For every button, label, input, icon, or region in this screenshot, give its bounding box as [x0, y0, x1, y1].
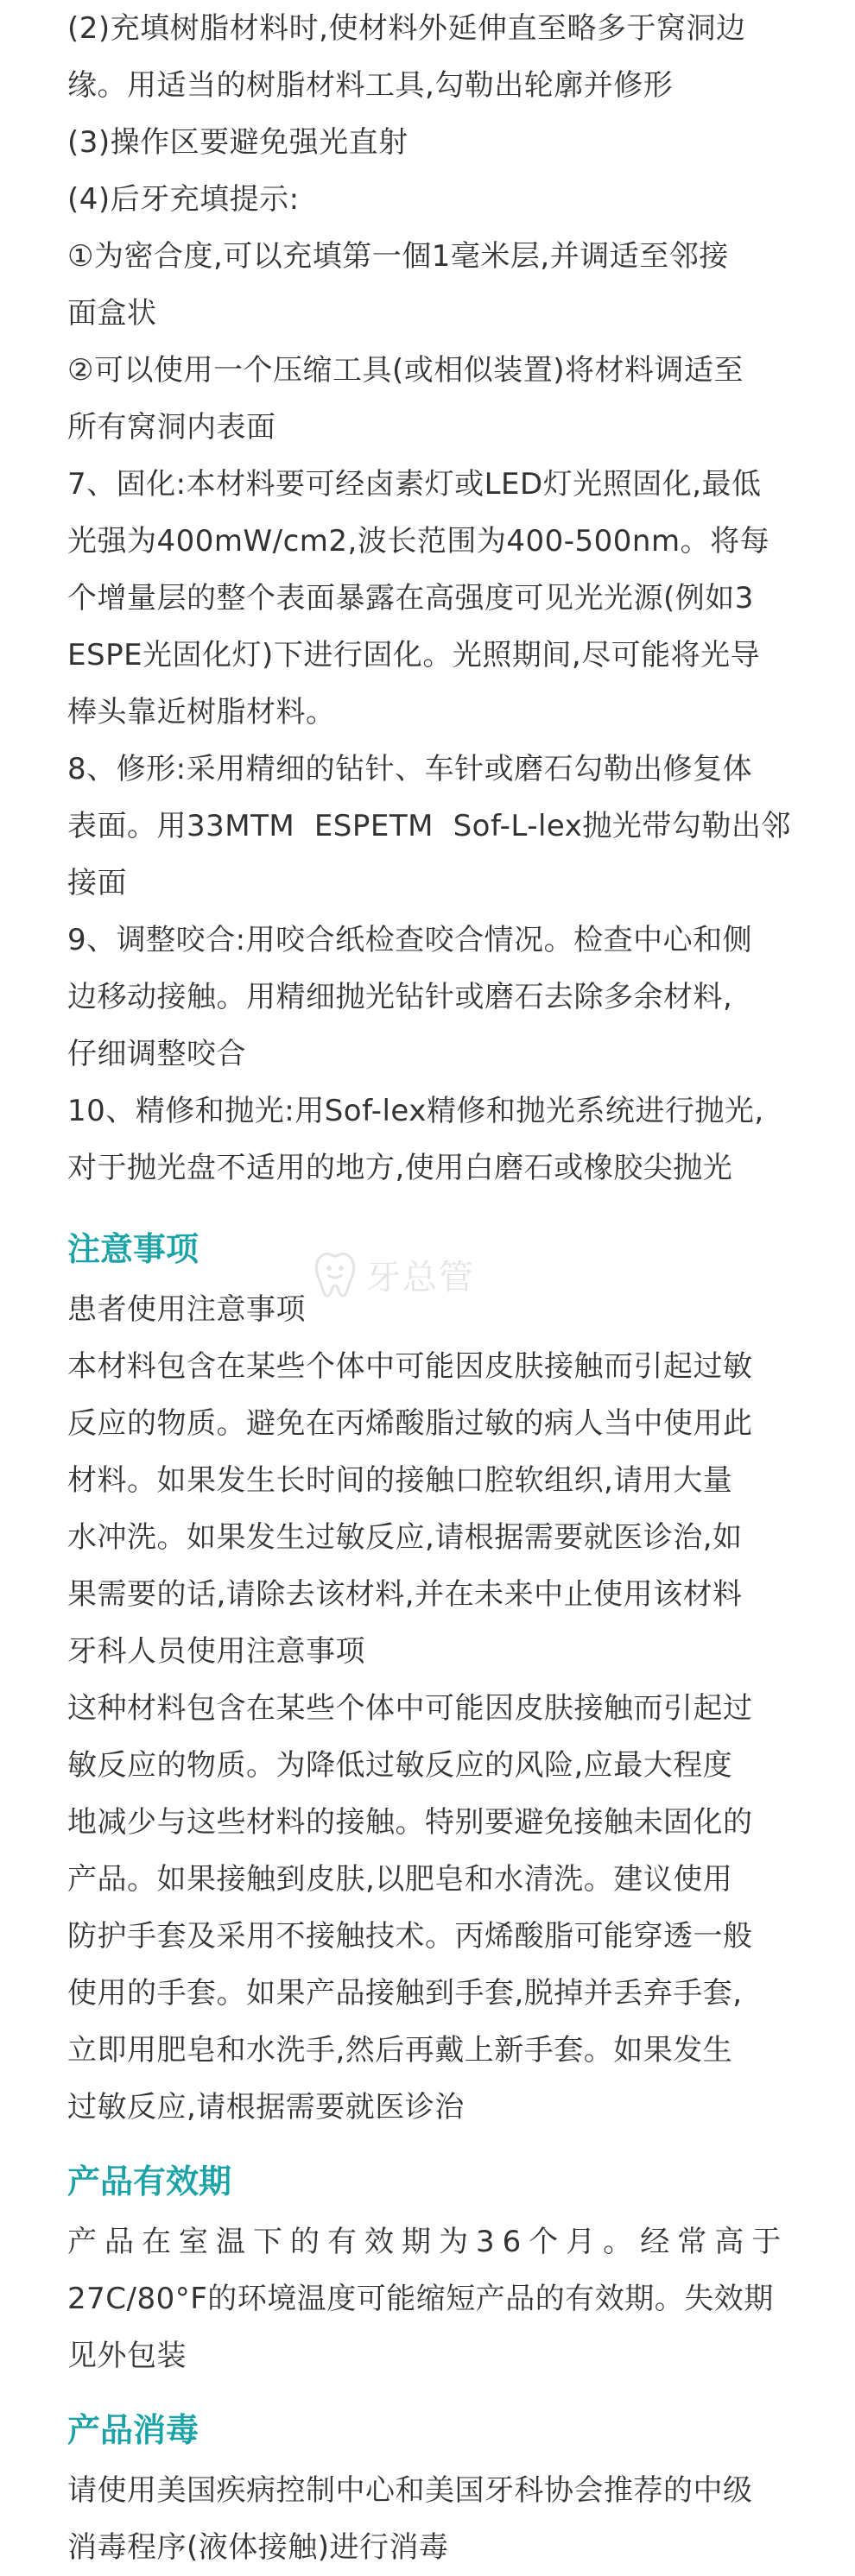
body-line: 27C/80°F的环境温度可能缩短产品的有效期。失效期 [67, 2282, 774, 2316]
body-line: 果需要的话,请除去该材料,并在未来中止使用该材料 [67, 1577, 743, 1612]
body-line: 见外包装 [67, 2339, 187, 2373]
body-line: ESPE光固化灯)下进行固化。光照期间,尽可能将光导 [67, 638, 761, 672]
sub-heading-staff: 牙科人员使用注意事项 [67, 1634, 365, 1669]
body-line: 材料。如果发生长时间的接触口腔软组织,请用大量 [67, 1463, 733, 1498]
body-line: 反应的物质。避免在丙烯酸脂过敏的病人当中使用此 [67, 1406, 753, 1441]
section-heading-disinfection: 产品消毒 [67, 2411, 200, 2449]
body-line: 仔细调整咬合 [67, 1037, 246, 1071]
body-line: (4)后牙充填提示: [67, 182, 300, 217]
precautions-section [67, 1281, 796, 2136]
body-line: 对于抛光盘不适用的地方,使用白磨石或橡胶尖抛光 [67, 1151, 733, 1185]
body-line: 个增量层的整个表面暴露在高强度可见光光源(例如3 [67, 581, 754, 616]
body-line: 9、调整咬合:用咬合纸检查咬合情况。检查中心和侧 [67, 923, 753, 957]
body-line: 棒头靠近树脂材料。 [67, 695, 336, 729]
body-line: 10、精修和抛光:用Sof-lex精修和抛光系统进行抛光, [67, 1094, 764, 1128]
body-line: 边移动接触。用精细抛光钻针或磨石去除多余材料, [67, 980, 733, 1014]
body-line: 地减少与这些材料的接触。特别要避免接触未固化的 [67, 1805, 753, 1840]
body-line: 防护手套及采用不接触技术。丙烯酸脂可能穿透一般 [67, 1919, 753, 1954]
body-line: 表面。用33MTM ESPETM Sof-L-lex抛光带勾勒出邻 [67, 809, 791, 843]
watermark [313, 1250, 475, 1299]
body-line: 本材料包含在某些个体中可能因皮肤接触而引起过敏 [67, 1349, 753, 1384]
section-heading-precautions: 注意事项 [67, 1230, 200, 1268]
tooth-logo-icon [313, 1251, 358, 1299]
body-line: 面盒状 [67, 296, 157, 331]
body-line: 请使用美国疾病控制中心和美国牙科协会推荐的中级 [67, 2473, 753, 2508]
body-line: 产品。如果接触到皮肤,以肥皂和水清洗。建议使用 [67, 1862, 733, 1897]
sub-heading-patient: 患者使用注意事项 [67, 1292, 306, 1327]
body-line: 7、固化:本材料要可经卤素灯或LED灯光照固化,最低 [67, 467, 762, 502]
shelf-life-section [67, 2213, 796, 2384]
body-line: 8、修形:采用精细的钻针、车针或磨石勾勒出修复体 [67, 752, 753, 786]
body-line: (3)操作区要避免强光直射 [67, 125, 408, 160]
body-line: 水冲洗。如果发生过敏反应,请根据需要就医诊治,如 [67, 1520, 743, 1555]
section-heading-shelf-life: 产品有效期 [67, 2162, 232, 2200]
body-line: 敏反应的物质。为降低过敏反应的风险,应最大程度 [67, 1748, 733, 1783]
steps-section [67, 0, 796, 1196]
body-line: 缘。用适当的树脂材料工具,勾勒出轮廓并修形 [67, 68, 674, 103]
body-line: 消毒程序(液体接触)进行消毒 [67, 2530, 449, 2565]
body-line: 产品在室温下的有效期为36个月。经常高于 [67, 2225, 789, 2259]
disinfection-section [67, 2462, 796, 2576]
body-line: 光强为400mW/cm2,波长范围为400-500nm。将每 [67, 524, 770, 559]
body-line: ②可以使用一个压缩工具(或相似装置)将材料调适至 [67, 353, 744, 388]
body-line: 这种材料包含在某些个体中可能因皮肤接触而引起过 [67, 1691, 753, 1726]
body-line: 过敏反应,请根据需要就医诊治 [67, 2090, 465, 2125]
body-line: 使用的手套。如果产品接触到手套,脱掉并丢弃手套, [67, 1976, 743, 2011]
body-line: 接面 [67, 866, 127, 900]
watermark-text: 牙总管 [366, 1258, 475, 1297]
body-line: ①为密合度,可以充填第一個1毫米层,并调适至邻接 [67, 239, 729, 274]
body-line: (2)充填树脂材料时,使材料外延伸直至略多于窝洞边 [67, 11, 746, 46]
body-line: 立即用肥皂和水洗手,然后再戴上新手套。如果发生 [67, 2033, 733, 2068]
body-line: 所有窝洞内表面 [67, 410, 276, 445]
